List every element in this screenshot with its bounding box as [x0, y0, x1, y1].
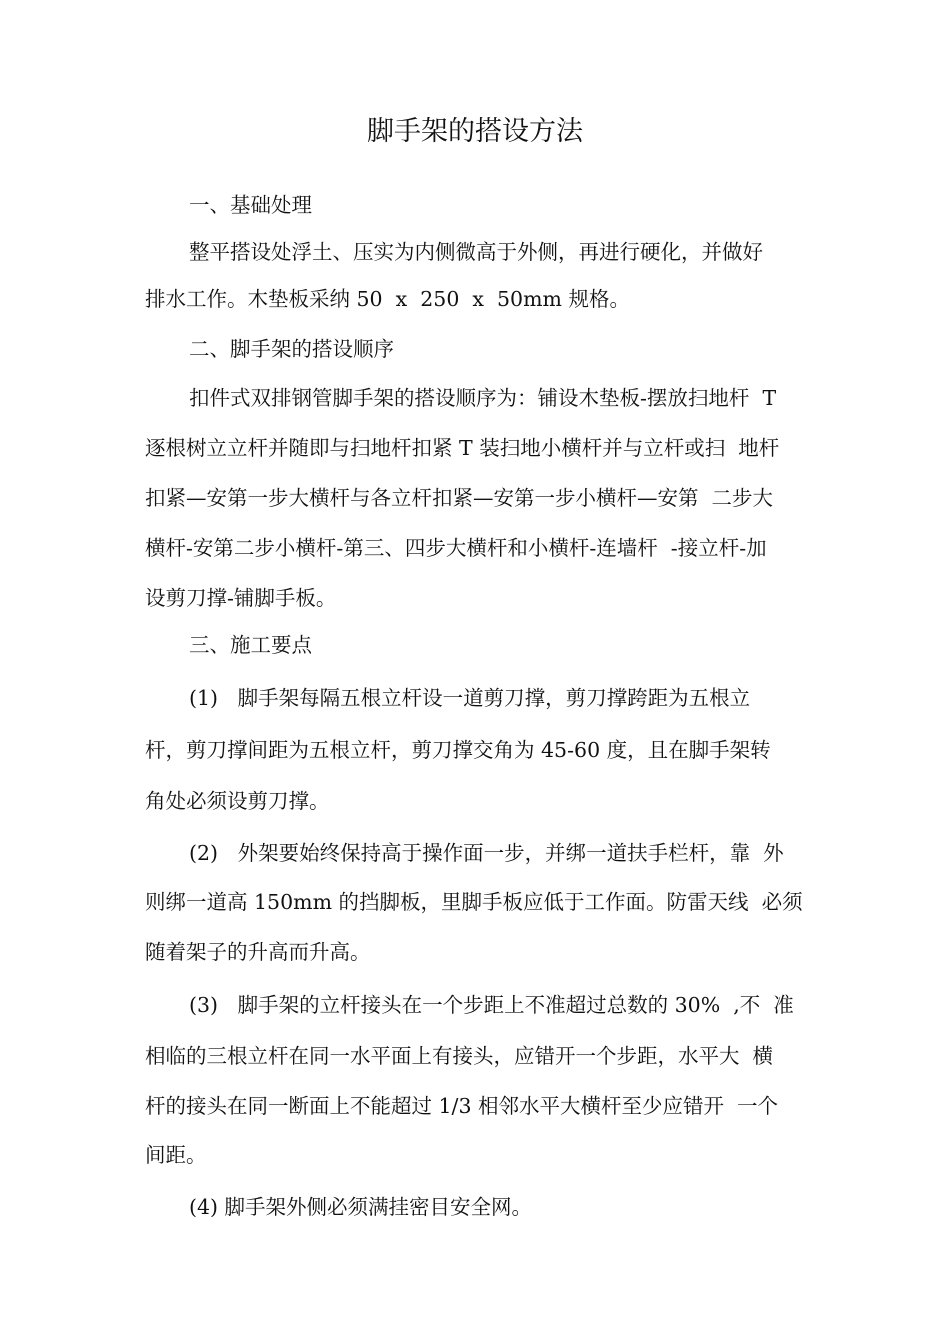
- paragraph-line: 间距。: [145, 1143, 207, 1167]
- paragraph-line: 整平搭设处浮土、压实为内侧微高于外侧，再进行硬化，并做好: [189, 240, 763, 264]
- section-heading-1: 一、基础处理: [189, 193, 312, 217]
- paragraph-line: 杆的接头在同一断面上不能超过 1/3 相邻水平大横杆至少应错开 一个: [145, 1094, 779, 1118]
- paragraph-line: 相临的三根立杆在同一水平面上有接头，应错开一个步距，水平大 横: [145, 1044, 774, 1068]
- paragraph-line: 逐根树立立杆并随即与扫地杆扣紧 T 装扫地小横杆并与立杆或扫 地杆: [145, 436, 780, 460]
- paragraph-line: 随着架子的升高而升高。: [145, 940, 371, 964]
- paragraph-line: 横杆-安第二步小横杆-第三、四步大横杆和小横杆-连墙杆 -接立杆-加: [145, 536, 767, 560]
- paragraph-line: 扣件式双排钢管脚手架的搭设顺序为：铺设木垫板-摆放扫地杆 T: [189, 386, 777, 410]
- paragraph-line: 则绑一道高 150mm 的挡脚板，里脚手板应低于工作面。防雷天线 必须: [145, 890, 803, 914]
- paragraph-line: 设剪刀撑-铺脚手板。: [145, 586, 337, 610]
- paragraph-line: 杆，剪刀撑间距为五根立杆，剪刀撑交角为 45-60 度，且在脚手架转: [145, 738, 771, 762]
- paragraph-line: 角处必须设剪刀撑。: [145, 789, 330, 813]
- paragraph-line: 扣紧—安第一步大横杆与各立杆扣紧—安第一步小横杆—安第 二步大: [145, 486, 774, 510]
- paragraph-line: (4) 脚手架外侧必须满挂密目安全网。: [189, 1195, 533, 1219]
- paragraph-line: 排水工作。木垫板采纳 50 x 250 x 50mm 规格。: [145, 287, 630, 311]
- section-heading-3: 三、施工要点: [189, 633, 312, 657]
- section-heading-2: 二、脚手架的搭设顺序: [189, 337, 394, 361]
- page-title: 脚手架的搭设方法: [367, 116, 583, 147]
- paragraph-line: (3) 脚手架的立杆接头在一个步距上不准超过总数的 30% ,不 准: [189, 993, 794, 1017]
- paragraph-line: (1) 脚手架每隔五根立杆设一道剪刀撑，剪刀撑跨距为五根立: [189, 686, 751, 710]
- paragraph-line: (2) 外架要始终保持高于操作面一步，并绑一道扶手栏杆，靠 外: [189, 841, 784, 865]
